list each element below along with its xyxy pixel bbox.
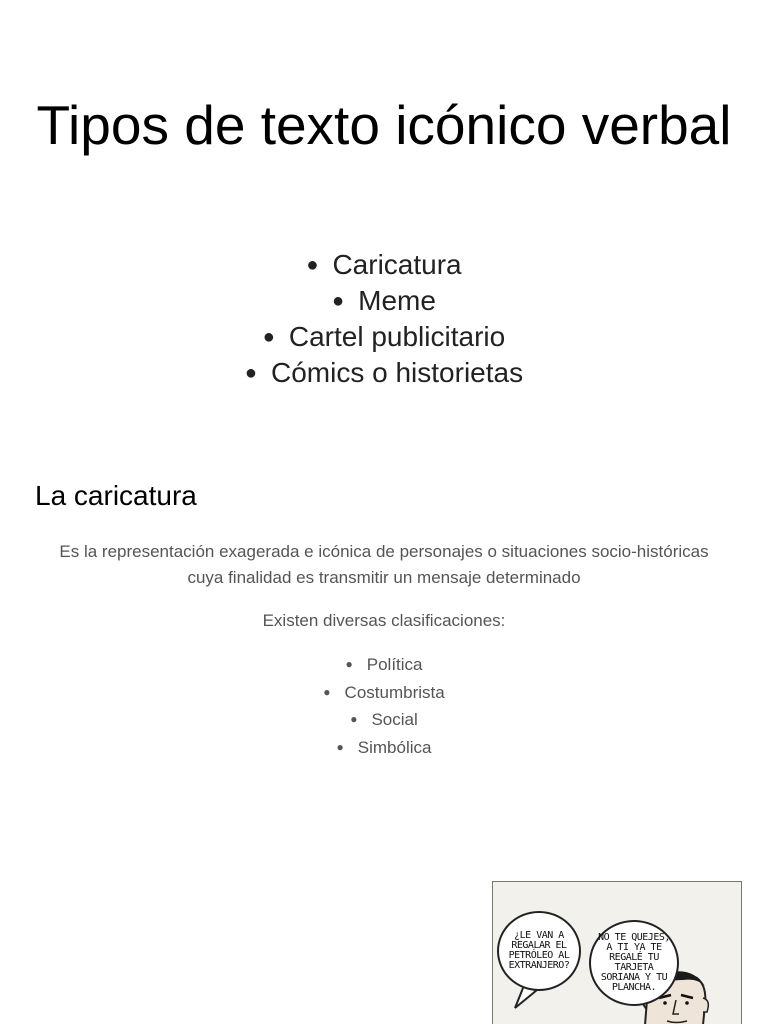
list-item (0, 247, 768, 283)
page-title: Tipos de texto icónico verbal (36, 94, 732, 156)
bullet-icon: ● (323, 684, 331, 699)
type-label: Meme (358, 285, 436, 316)
bullet-icon: ● (345, 657, 353, 671)
bullet-icon: ● (244, 362, 257, 384)
list-item (0, 706, 768, 734)
bullet-icon: ● (350, 712, 358, 727)
bullet-icon: ● (332, 290, 345, 312)
types-list (0, 247, 768, 391)
classification-list (0, 651, 768, 762)
classification-label: Costumbrista (344, 682, 445, 702)
bullet-icon: ● (306, 254, 319, 276)
list-item (0, 355, 768, 391)
speech-text-left: ¿LE VAN A REGALAR EL PETRÓLEO AL EXTRANJERO? (508, 930, 570, 971)
classification-label: Simbólica (357, 738, 432, 758)
classification-label: Social (371, 710, 418, 730)
speech-bubble-right (589, 920, 679, 1006)
classification-intro: Existen diversas clasificaciones: (262, 611, 506, 630)
type-label: Cartel publicitario (288, 321, 506, 352)
caricature-illustration (492, 881, 742, 1024)
type-label: Cómics o historietas (271, 357, 524, 388)
definition-paragraph: Es la representación exagerada e icónica de personajes o situaciones socio-históricas cuya finalidad es transmitir un mensaje determinado (59, 542, 709, 587)
speech-text-right: NO TE QUEJES, A TI YA TE REGALÉ TU TARJETA SORIANA Y TU PLANCHA. (598, 932, 670, 993)
list-item (0, 679, 768, 707)
section-heading: La caricatura (35, 480, 197, 511)
bullet-icon: ● (336, 740, 344, 755)
list-item (0, 319, 768, 355)
speech-bubble-left (497, 911, 581, 991)
list-item (0, 651, 768, 679)
type-label: Caricatura (332, 249, 462, 280)
list-item (0, 734, 768, 762)
bullet-icon: ● (262, 326, 275, 348)
classification-label: Política (366, 655, 423, 674)
list-item (0, 283, 768, 319)
